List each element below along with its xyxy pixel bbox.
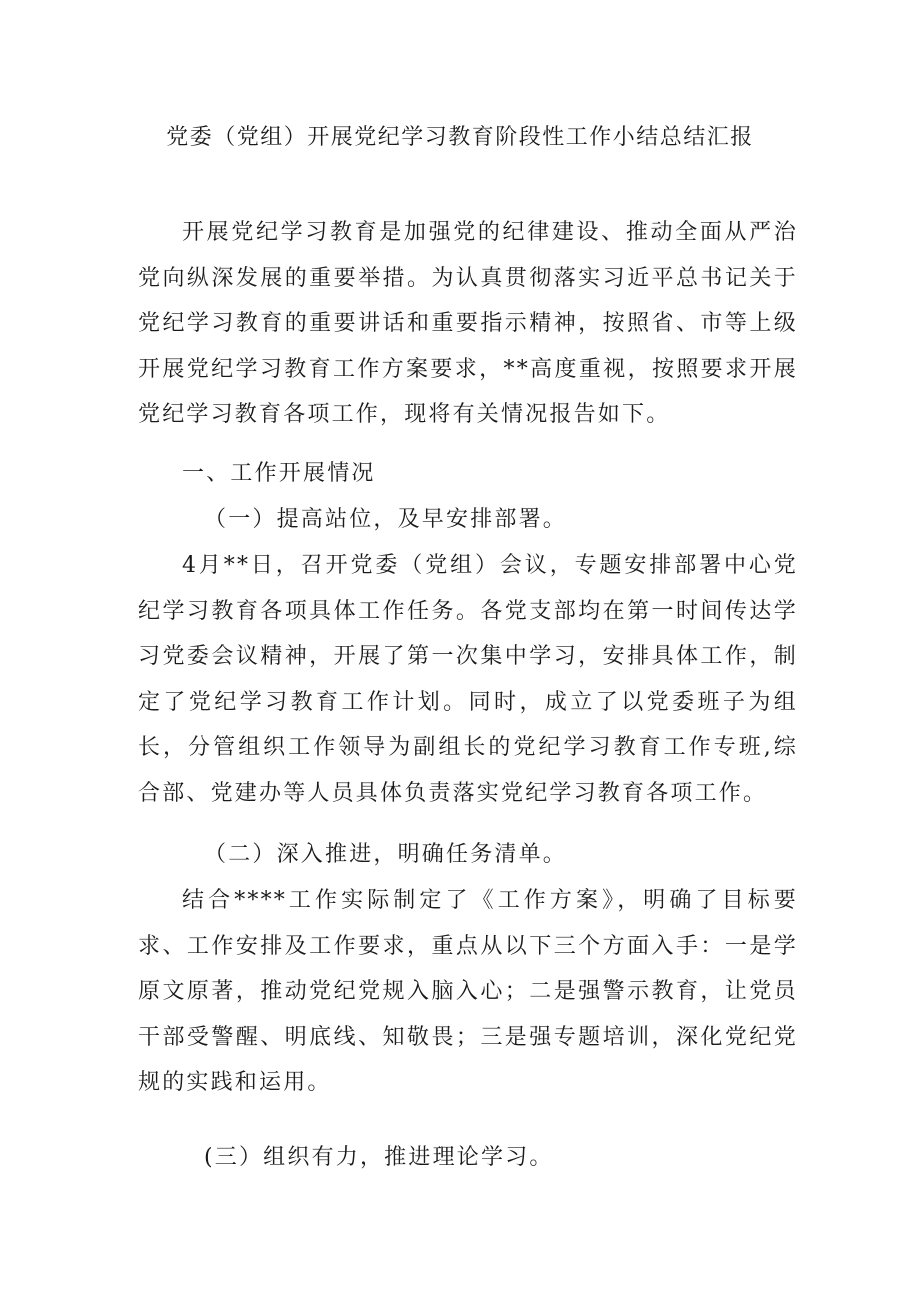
- section-heading-1: 一、工作开展情况: [182, 461, 376, 486]
- subsection-2-body: 结合****工作实际制定了《工作方案》，明确了目标要求、工作安排及工作要求，重点从以下三个方面入手：一是学原文原著，推动党纪党规入脑入心；二是强警示教育，让党员干部受警醒、明底线、知敬畏；三是强专题培训，深化党纪党规的实践和运用。: [138, 888, 798, 1095]
- subsection-heading-3: (三）组织有力，推进理论学习。: [204, 1145, 554, 1170]
- subsection-heading-2: （二）深入推进，明确任务清单。: [204, 842, 568, 867]
- subsection-1-body: 4月**日，召开党委（党组）会议，专题安排部署中心党纪学习教育各项具体工作任务。各党支部均在第一时间传达学习党委会议精神，开展了第一次集中学习，安排具体工作，制定了党纪学习教育工作计划。同时，成立了以党委班子为组长，分管组织工作领导为副组长的党纪学习教育工作专班,综合部、党建办等人员具体负责落实党纪学习教育各项工作。: [138, 553, 798, 806]
- subsection-heading-1: （一）提高站位，及早安排部署。: [204, 507, 568, 532]
- document-title: 党委（党组）开展党纪学习教育阶段性工作小结总结汇报: [166, 125, 754, 150]
- intro-paragraph: 开展党纪学习教育是加强党的纪律建设、推动全面从严治党向纵深发展的重要举措。为认真贯彻落实习近平总书记关于党纪学习教育的重要讲话和重要指示精神，按照省、市等上级开展党纪学习教育工作方案要求，**高度重视，按照要求开展党纪学习教育各项工作，现将有关情况报告如下。: [138, 220, 798, 427]
